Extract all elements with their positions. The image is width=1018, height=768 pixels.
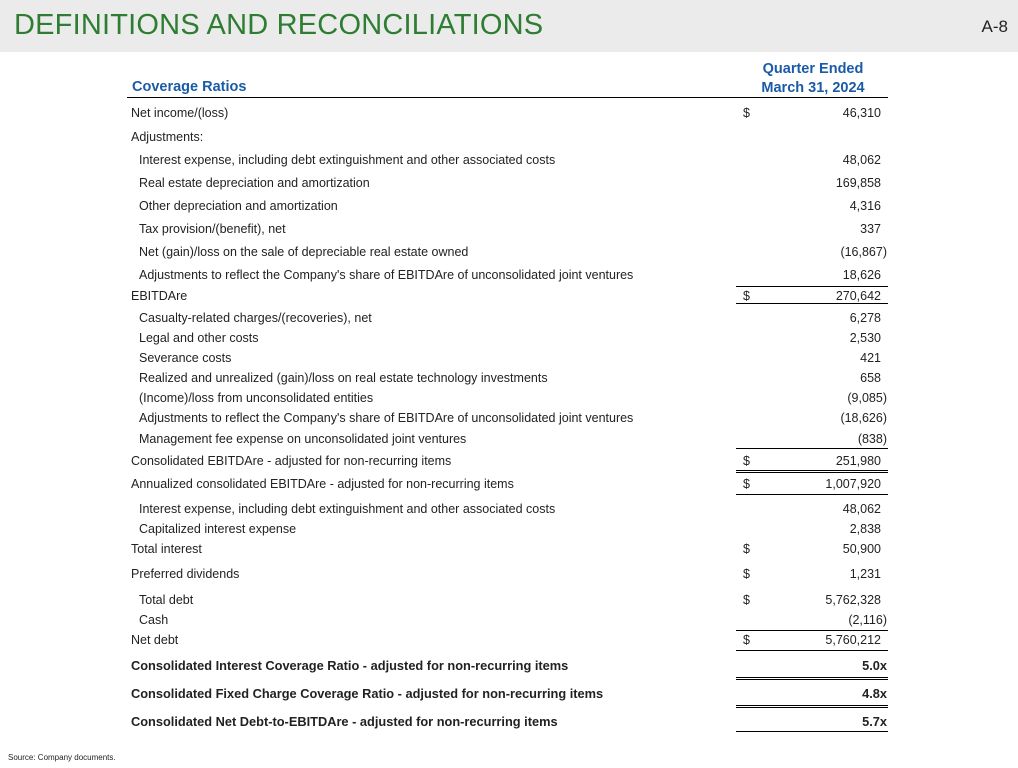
row-label: Adjustments to reflect the Company's share of EBITDAre of unconsolidated joint ventures (139, 268, 634, 282)
table-row (0, 519, 1018, 539)
row-label: Total debt (139, 593, 194, 607)
column-header (738, 60, 888, 98)
row-value: 4.8x (862, 686, 887, 701)
row-value: (2,116) (848, 613, 887, 627)
value-rule (736, 303, 888, 304)
table-row (0, 103, 1018, 123)
row-currency: $ (743, 106, 750, 120)
table-row (0, 150, 1018, 170)
row-value: 46,310 (842, 106, 881, 120)
table-row (0, 630, 1018, 650)
row-value: 5,760,212 (825, 633, 881, 647)
table-row (0, 499, 1018, 519)
row-label: Consolidated Interest Coverage Ratio - adjusted for non-recurring items (131, 658, 569, 673)
row-label: Casualty-related charges/(recoveries), net (139, 311, 372, 325)
row-value: (16,867) (840, 245, 887, 259)
table-row (0, 219, 1018, 239)
value-rule (736, 286, 888, 287)
table-row (0, 308, 1018, 328)
section-title: Coverage Ratios (132, 79, 247, 95)
row-value: 5,762,328 (825, 593, 881, 607)
value-rule (736, 448, 888, 449)
table-row (0, 242, 1018, 262)
row-label: Legal and other costs (139, 331, 259, 345)
row-label: Management fee expense on unconsolidated joint ventures (139, 432, 467, 446)
row-currency: $ (743, 567, 750, 581)
row-label: Capitalized interest expense (139, 522, 297, 536)
value-rule (736, 679, 888, 680)
row-label: Consolidated Net Debt-to-EBITDAre - adjusted for non-recurring items (131, 714, 558, 729)
row-label: Net income/(loss) (131, 106, 229, 120)
table-row (0, 265, 1018, 285)
header-rule (127, 97, 888, 98)
row-label: Other depreciation and amortization (139, 199, 338, 213)
row-value: 1,007,920 (825, 477, 881, 491)
value-rule (736, 677, 888, 678)
table-row (0, 590, 1018, 610)
row-value: 48,062 (842, 153, 881, 167)
table-row (0, 127, 1018, 147)
row-label: Net debt (131, 633, 179, 647)
row-value: (9,085) (847, 391, 887, 405)
row-label: Severance costs (139, 351, 232, 365)
column-header-line1: Quarter Ended (762, 61, 864, 77)
table-row (0, 451, 1018, 471)
table-row (0, 474, 1018, 494)
row-value: 48,062 (842, 502, 881, 516)
row-value: 251,980 (835, 454, 881, 468)
value-rule (736, 470, 888, 471)
row-value: 658 (860, 371, 881, 385)
row-value: 169,858 (835, 176, 881, 190)
row-label: Cash (139, 613, 169, 627)
table-row (0, 610, 1018, 630)
value-rule (736, 707, 888, 708)
row-currency: $ (743, 454, 750, 468)
table-row (0, 368, 1018, 388)
table-row (0, 328, 1018, 348)
row-label: EBITDAre (131, 289, 188, 303)
row-label: Real estate depreciation and amortization (139, 176, 370, 190)
row-value: 6,278 (849, 311, 881, 325)
row-value: 2,530 (849, 331, 881, 345)
row-label: Interest expense, including debt extinguishment and other associated costs (139, 502, 556, 516)
row-label: (Income)/loss from unconsolidated entities (139, 391, 374, 405)
row-label: Adjustments to reflect the Company's share of EBITDAre of unconsolidated joint ventures (139, 411, 634, 425)
table-row (0, 173, 1018, 193)
table-row (0, 539, 1018, 559)
row-label: Net (gain)/loss on the sale of depreciable real estate owned (139, 245, 469, 259)
row-label: Consolidated Fixed Charge Coverage Ratio - adjusted for non-recurring items (131, 686, 604, 701)
value-rule (736, 705, 888, 706)
table-row (0, 348, 1018, 368)
row-label: Preferred dividends (131, 567, 240, 581)
row-value: (838) (857, 432, 887, 446)
page-number: A-8 (981, 17, 1008, 36)
row-currency: $ (743, 542, 750, 556)
value-rule (736, 650, 888, 651)
row-value: 270,642 (835, 289, 881, 303)
table-row (0, 712, 1018, 732)
row-currency: $ (743, 477, 750, 491)
value-rule (736, 630, 888, 631)
column-header-line2: March 31, 2024 (761, 80, 865, 96)
row-value: 5.7x (862, 714, 887, 729)
row-currency: $ (743, 633, 750, 647)
row-label: Interest expense, including debt extinguishment and other associated costs (139, 153, 556, 167)
row-value: 50,900 (842, 542, 881, 556)
table-row (0, 429, 1018, 449)
row-value: 337 (860, 222, 881, 236)
table-row (0, 656, 1018, 676)
row-value: 1,231 (849, 567, 881, 581)
value-rule (736, 472, 888, 473)
row-value: 4,316 (849, 199, 881, 213)
row-label: Annualized consolidated EBITDAre - adjusted for non-recurring items (131, 477, 514, 491)
table-row (0, 196, 1018, 216)
value-rule (736, 494, 888, 495)
table-row (0, 684, 1018, 704)
row-currency: $ (743, 289, 750, 303)
row-value: 421 (860, 351, 881, 365)
row-label: Consolidated EBITDAre - adjusted for non-recurring items (131, 454, 452, 468)
row-value: 18,626 (842, 268, 881, 282)
value-rule (736, 731, 888, 732)
source-note: Source: Company documents. (8, 753, 116, 762)
page-title: DEFINITIONS AND RECONCILIATIONS (14, 9, 544, 41)
table-row (0, 388, 1018, 408)
header-bar (0, 0, 1018, 52)
row-value: (18,626) (840, 411, 887, 425)
row-label: Realized and unrealized (gain)/loss on real estate technology investments (139, 371, 548, 385)
table-row (0, 564, 1018, 584)
row-label: Tax provision/(benefit), net (139, 222, 286, 236)
row-label: Adjustments: (131, 130, 204, 144)
row-currency: $ (743, 593, 750, 607)
row-value: 2,838 (849, 522, 881, 536)
row-value: 5.0x (862, 658, 887, 673)
row-label: Total interest (131, 542, 202, 556)
table-row (0, 408, 1018, 428)
